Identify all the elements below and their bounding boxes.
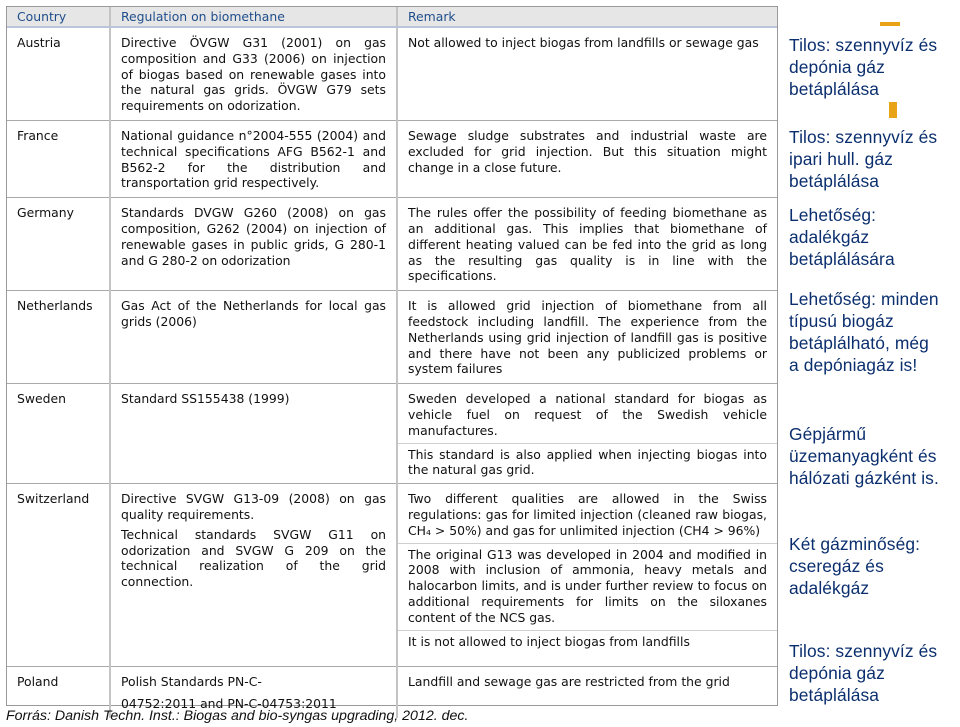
remark-cell bbox=[397, 120, 777, 197]
remark-paragraph: Landfill and sewage gas are restricted from the grid bbox=[408, 674, 730, 690]
regulation-paragraph: National guidance n°2004-555 (2004) and technical specifications AFG B562-1 and B562-2 for the distribution and transportation grid respectively. bbox=[121, 127, 386, 191]
remark-cell bbox=[397, 291, 777, 384]
table-body bbox=[7, 27, 777, 718]
remark-paragraph: It is allowed grid injection of biomethane from all feedstock including landfill. The experience from the Netherlands using grid injection of landfill gas is positive and there have not been any publicized problems or system failures bbox=[408, 298, 767, 377]
table-row bbox=[7, 484, 777, 667]
regulation-paragraph: Gas Act of the Netherlands for local gas grids (2006) bbox=[121, 298, 386, 329]
remark-cell bbox=[397, 198, 777, 291]
note-germany: Lehetőség: adalékgáz betáplálására bbox=[789, 205, 895, 269]
note-austria: Tilos: szennyvíz és depónia gáz betáplálása bbox=[789, 35, 938, 99]
header-country: Country bbox=[7, 7, 110, 27]
regulation-paragraph: Technical standards SVGW G11 on odorization and SVGW G 209 on the technical realization of the grid connection. bbox=[121, 526, 386, 590]
country-cell: Switzerland bbox=[7, 484, 110, 667]
regulation-table bbox=[7, 7, 777, 718]
remark-cell bbox=[397, 27, 777, 120]
note-sweden: Gépjármű üzemanyagként és hálózati gázként is. bbox=[789, 424, 939, 488]
remark-paragraph: Sewage sludge substrates and industrial waste are excluded for grid injection. But this situation might change in a close future. bbox=[408, 127, 767, 175]
regulation-cell bbox=[110, 27, 397, 120]
remark-paragraph: This standard is also applied when injecting biogas into the natural gas grid. bbox=[398, 443, 777, 479]
note-france: Tilos: szennyvíz és ipari hull. gáz betáplálása bbox=[789, 127, 938, 191]
table-row bbox=[7, 198, 777, 291]
remark-paragraph: Sweden developed a national standard for biogas as vehicle fuel on request of the Swedish vehicle manufactures. bbox=[408, 391, 767, 438]
remark-paragraph: The original G13 was developed in 2004 and modified in 2008 with inclusion of ammonia, heavy metals and halocarbon limits, and is under further review to focus on additional requirements for limits on the siloxanes content of the NCS gas. bbox=[398, 543, 777, 626]
remark-paragraph: Two different qualities are allowed in the Swiss regulations: gas for limited injection (cleaned raw biogas, CH₄ > 50%) and gas for unlimited injection (CH4 > 96%) bbox=[408, 491, 767, 538]
country-cell: France bbox=[7, 120, 110, 197]
table-row bbox=[7, 120, 777, 197]
regulation-paragraph: Polish Standards PN-C- bbox=[121, 674, 262, 690]
source-caption: Forrás: Danish Techn. Inst.: Biogas and bio-syngas upgrading, 2012. dec. bbox=[6, 708, 469, 724]
table-row bbox=[7, 27, 777, 120]
regulation-cell bbox=[110, 384, 397, 484]
regulation-cell bbox=[110, 198, 397, 291]
country-cell: Poland bbox=[7, 667, 110, 718]
biomethane-regulation-table bbox=[6, 6, 778, 711]
regulation-cell bbox=[110, 484, 397, 667]
table-row bbox=[7, 291, 777, 384]
note-netherlands: Lehetőség: minden típusú biogáz betáplálható, még a depóniagáz is! bbox=[789, 289, 939, 375]
country-cell: Germany bbox=[7, 198, 110, 291]
regulation-paragraph: Standard SS155438 (1999) bbox=[121, 391, 290, 407]
remark-cell bbox=[397, 484, 777, 667]
remark-cell bbox=[397, 384, 777, 484]
remark-paragraph: It is not allowed to inject biogas from landfills bbox=[398, 630, 777, 650]
regulation-cell bbox=[110, 291, 397, 384]
regulation-paragraph: Directive ÖVGW G31 (2001) on gas composition and G33 (2006) on injection of biogas based on renewable gases into the natural gas grids. ÖVGW G79 sets requirements on odorization. bbox=[121, 35, 386, 114]
regulation-paragraph: Standards DVGW G260 (2008) on gas composition, G262 (2004) on injection of renewable gases in public grids, G 280-1 and G 280-2 on odorization bbox=[121, 205, 386, 268]
remark-paragraph: Not allowed to inject biogas from landfills or sewage gas bbox=[408, 35, 759, 50]
table-header-row bbox=[7, 7, 777, 27]
country-cell: Netherlands bbox=[7, 291, 110, 384]
regulation-cell bbox=[110, 120, 397, 197]
header-regulation: Regulation on biomethane bbox=[110, 7, 397, 27]
header-remark: Remark bbox=[397, 7, 777, 27]
country-cell: Sweden bbox=[7, 384, 110, 484]
note-switzerland: Két gázminőség: cseregáz és adalékgáz bbox=[789, 534, 921, 598]
remark-paragraph: The rules offer the possibility of feeding biomethane as an additional gas. This implies that biomethane of different heating valued can be fed into the grid as long as the resulting gas quality is in line with the specifications. bbox=[408, 205, 767, 284]
annotation-column bbox=[789, 0, 960, 727]
country-cell: Austria bbox=[17, 35, 61, 50]
note-poland: Tilos: szennyvíz és depónia gáz betáplálása bbox=[789, 641, 938, 705]
regulation-paragraph: Directive SVGW G13-09 (2008) on gas quality requirements. bbox=[121, 491, 386, 522]
table-row bbox=[7, 384, 777, 484]
regulation-paragraph: 04752:2011 and PN-C-04753:2011 bbox=[121, 695, 337, 711]
